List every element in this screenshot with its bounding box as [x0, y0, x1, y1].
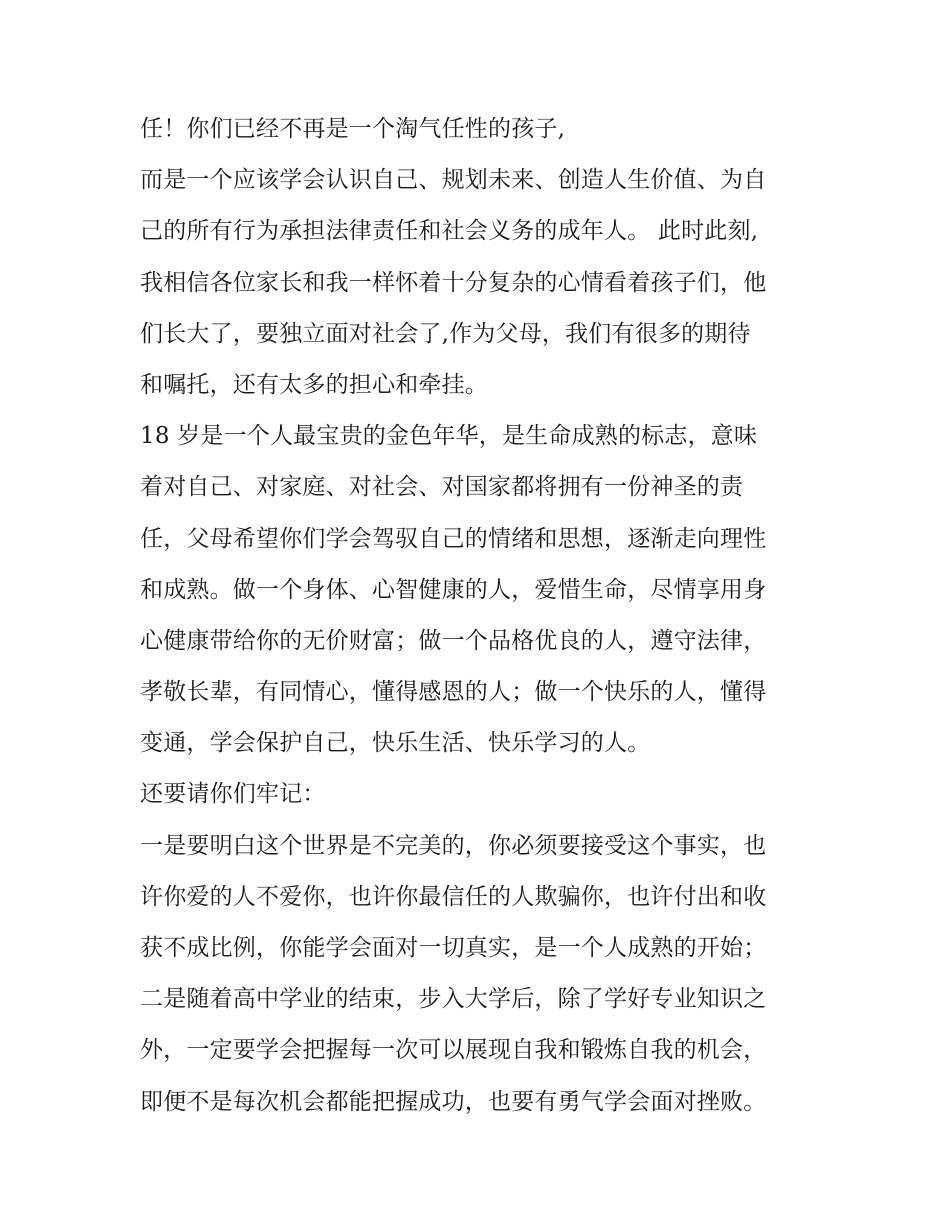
text-line-9: 任，父母希望你们学会驾驭自己的情绪和思想，逐渐走向理性	[140, 525, 767, 552]
text-line-17: 获不成比例，你能学会面对一切真实，是一个人成熟的开始；	[140, 935, 767, 961]
text-line-18: 二是随着高中学业的结束，步入大学后，除了学好专业知识之	[140, 986, 767, 1013]
text-line-12: 孝敬长辈，有同情心，懂得感恩的人；做一个快乐的人，懂得	[140, 679, 767, 706]
text-line-20: 即便不是每次机会都能把握成功，也要有勇气学会面对挫败。	[140, 1088, 767, 1115]
text-line-6: 和嘱托，还有太多的担心和牵挂。	[140, 371, 488, 398]
text-line-7: 18 岁是一个人最宝贵的金色年华，是生命成熟的标志，意味	[140, 423, 758, 450]
body-text	[140, 104, 820, 1128]
text-line-13: 变通，学会保护自己，快乐生活、快乐学习的人。	[140, 730, 651, 757]
text-line-19: 外，一定要学会把握每一次可以展现自我和锻炼自我的机会，	[140, 1037, 767, 1064]
text-line-1: 任！你们已经不再是一个淘气任性的孩子,	[140, 116, 566, 142]
text-line-5: 们长大了，要独立面对社会了,作为父母，我们有很多的期待	[140, 320, 751, 347]
text-line-3: 己的所有行为承担法律责任和社会义务的成年人。 此时此刻,	[140, 218, 759, 245]
text-line-14: 还要请你们牢记：	[140, 781, 326, 808]
text-line-4: 我相信各位家长和我一样怀着十分复杂的心情看着孩子们，他	[140, 269, 767, 296]
text-line-10: 和成熟。做一个身体、心智健康的人，爱惜生命，尽情享用身	[140, 576, 767, 603]
text-line-8: 着对自己、对家庭、对社会、对国家都将拥有一份神圣的责	[140, 474, 744, 501]
text-line-15: 一是要明白这个世界是不完美的，你必须要接受这个事实，也	[140, 832, 767, 859]
text-line-16: 许你爱的人不爱你，也许你最信任的人欺骗你，也许付出和收	[140, 883, 767, 910]
text-line-2: 而是一个应该学会认识自己、规划未来、创造人生价值、为自	[140, 167, 767, 194]
text-line-11: 心健康带给你的无价财富；做一个品格优良的人，遵守法律，	[140, 627, 767, 654]
